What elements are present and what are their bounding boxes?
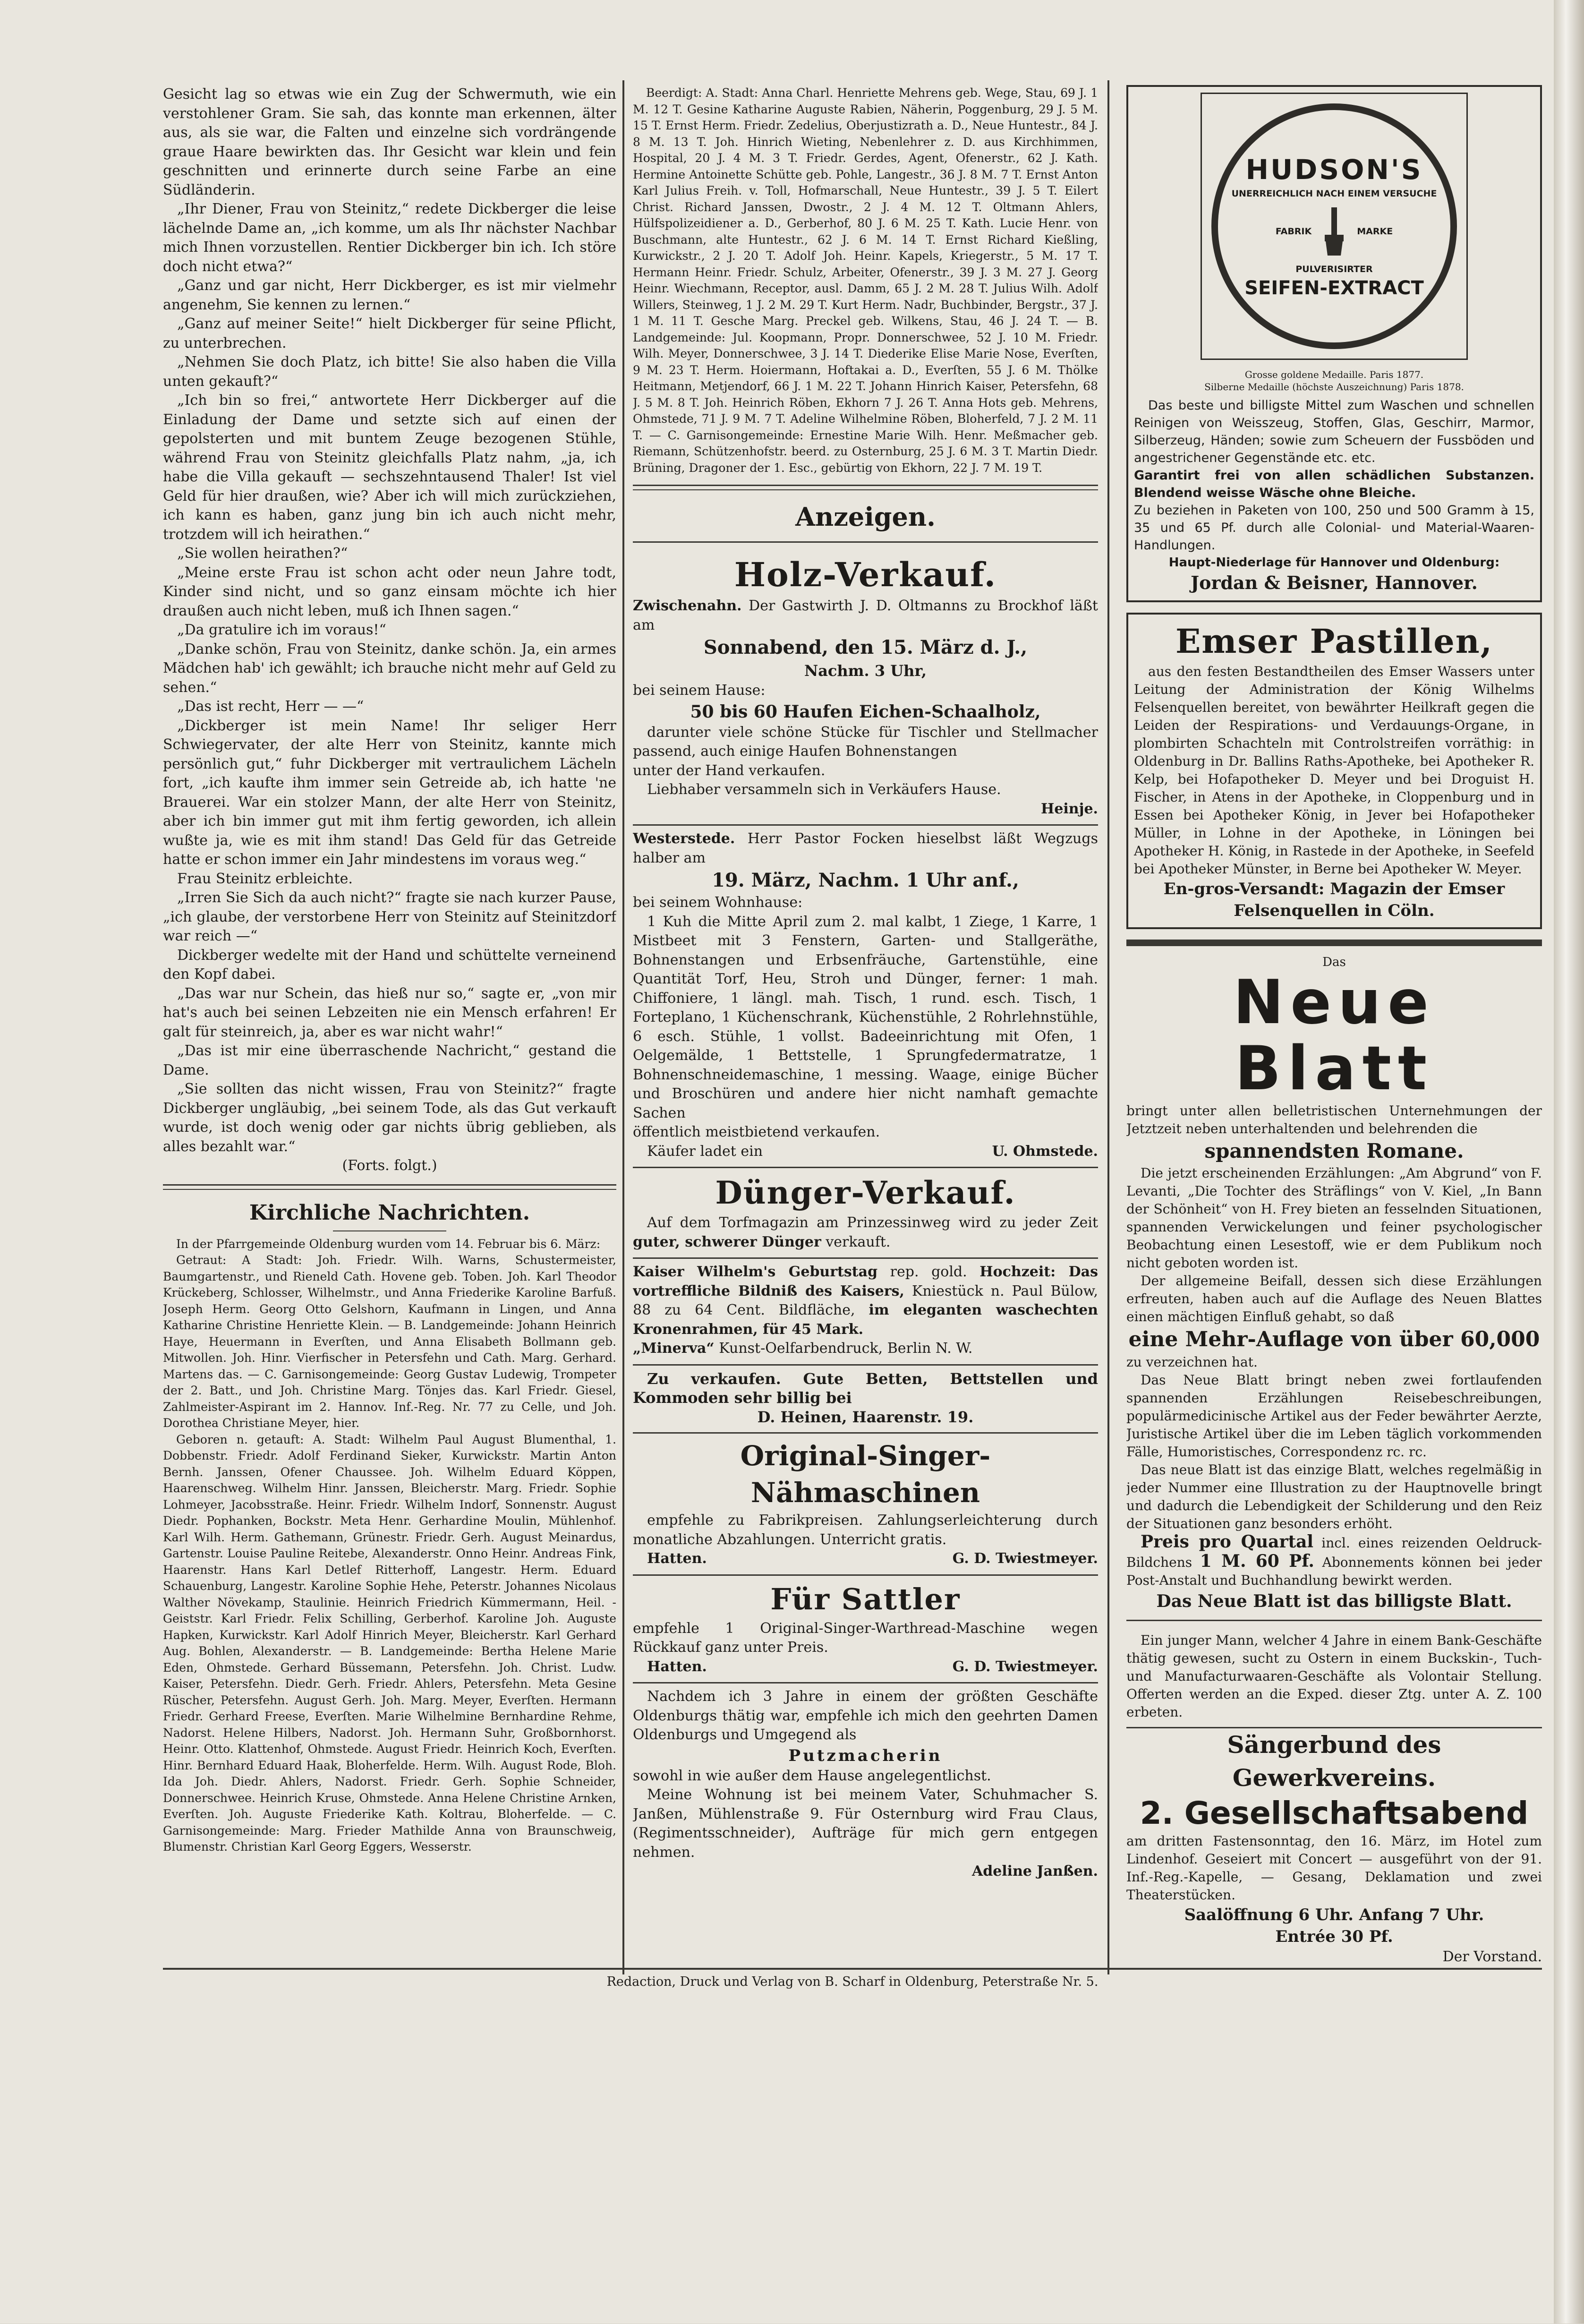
- ad-text: Kniestück n. Paul Bülow, 88 zu 64 Cent. Bildfläche,: [633, 1282, 1098, 1318]
- ad-text: rep. gold.: [890, 1264, 967, 1280]
- ad-singer-naehmaschinen: [633, 1434, 1098, 1576]
- ad-text: empfehle 1 Original-Singer-Warthread-Maschine wegen Rückkauf ganz unter Preis.: [633, 1620, 1098, 1656]
- ad-text: unter der Hand verkaufen.: [633, 762, 826, 779]
- ad-event: 2. Gesellschaftsabend: [1140, 1795, 1529, 1831]
- ad-text: am dritten Fastensonntag, den 16. März, im Hotel zum Lindenhof. Geseiert mit Concert — ausgeführt von der 91. Inf.-Reg.-Kapelle, — Gesang, Deklamation und zwei Theaterstücken.: [1126, 1833, 1542, 1903]
- ad-highlight: guter, schwerer Dünger: [633, 1233, 821, 1250]
- ad-highlight: im eleganten waschechten Kronenrahmen, für 45 Mark.: [633, 1302, 1098, 1338]
- ad-signature: U. Ohmstede.: [992, 1143, 1098, 1160]
- ad-text: zu verzeichnen hat.: [1126, 1354, 1258, 1370]
- ad-signature: G. D. Twiestmeyer.: [952, 1658, 1098, 1675]
- ad-title: Sängerbund des Gewerkvereins.: [1227, 1731, 1441, 1792]
- church-burials-text: Beerdigt: A. Stadt: Anna Charl. Henriette Mehrens geb. Wege, Stau, 69 J. 1 M. 12 T. Gesine Katharine Auguste Rabien, Näherin, Poggenburg, 29 J. 5 M. 15 T. Ernst Herm. Friedr. Zedelius, Oberjustizrath a. D., Neue Huntestr., 84 J. 8 M. 13 T. Joh. Hinrich Wieting, Nebenlehrer z. D. aus Kirchhimmen, Hospital, 20 J. 4 M. 3 T. Friedr. Gerdes, Agent, Ofenerstr., 62 J. Kath. Hermine Antoinette Schütte geb. Pohle, Langestr., 36 J. 8 M. 7 T. Ernst Anton Karl Julius Freih. v. Toll, Hofmarschall, Neue Huntestr., 39 J. 5 T. Eilert Christ. Richard Janssen, Dwostr., 2 J. 4 M. 12 T. Oltmann Ahlers, Hülfspolizeidiener a. D., Gerberhof, 80 J. 6 M. 25 T. Kath. Lucie Henr. von Buschmann, alte Huntestr., 62 J. 6 M. 14 T. Ernst Richard Kießling, Kurwickstr., 2 J. 20 T. Adolf Joh. Heinr. Kapels, Kriegerstr., 5 M. 17 T. Hermann Heinr. Friedr. Schulz, Arbeiter, Ofenerstr., 39 J. 3 M. 27 J. Georg Heinr. Wiechmann, Receptor, ausl. Damm, 65 J. 2 M. 28 T. Julius Wilh. Adolf Willers, Steinweg, 1 J. 2 M. 29 T. Kurt Herm. Nadr, Buchbinder, Bergstr., 37 J. 1 M. 11 T. Gesche Marg. Preckel geb. Wilkens, Stau, 46 J. 24 T. — B. Landgemeinde: Jul. Koopmann, Propr. Donnerschwee, 52 J. 10 M. Friedr. Wilh. Meyer, Donnerschwee, 3 J. 14 T. Diederike Elise Marie Nose, Everſten, 9 M. 23 T. Herm. Hoiermann, Hoftakai a. D., Everſten, 55 J. 6 M. Thölke Heitmann, Metjendorf, 66 J. 1 M. 22 T. Johann Hinrich Kaiser, Petersfehn, 68 J. 5 M. 8 T. Joh. Heinrich Röben, Ekhorn 7 J. 26 T. Anna Hots geb. Mehrens, Ohmstede, 71 J. 9 M. 7 T. Adeline Wilhelmine Röben, Bloherfeld, 7 J. 2 M. 11 T. — C. Garnisongemeinde: Ernestine Marie Wilh. Henr. Meßmacher geb. Riemann, Schützenhofstr. beerd. zu Osternburg, 25 J. 6 M. 3 T. Martin Diedr. Brüning, Dragoner der 1. Esc., gebürtig von Ekhorn, 22 J. 7 M. 19 T.: [633, 86, 1098, 475]
- hudson-marke-label: MARKE: [1357, 226, 1393, 237]
- story-paragraph: „Sie sollten das nicht wissen, Frau von Steinitz?“ fragte Dickberger ungläubig, „bei seinem Tode, als das Gut verkauft wurde, ist doch wenig oder gar nichts übrig geblieben, als alles bezahlt war.“: [163, 1081, 616, 1155]
- hudson-product-name: SEIFEN-EXTRACT: [1244, 277, 1424, 299]
- ad-items: 1 Kuh die Mitte April zum 2. mal kalbt, 1 Ziege, 1 Karre, 1 Mistbeet mit 3 Fenstern, Garten- und Stallgeräthe, Bohnenstangen und Erbsenfräuche, Gartenstühle, eine Quantität Torf, Heu, Stroh und Dünger, ferner: 1 mah. Chiffoniere, 1 längl. mah. Tisch, 1 rund. esch. Tisch, 1 Forteplano, 1 Küchenschrank, Küchenstühle, 2 Rohrlehnstühle, 6 esch. Stühle, 1 vollst. Badeeinrichtung mit Ofen, 1 Oelgemälde, 1 Bettstelle, 1 Sprungfedermatratze, 1 Bohnenschneidemaschine, 1 messing. Waage, einige Bücher und Broschüren und andere hier nicht namhaft gemachte Sachen: [633, 913, 1098, 1121]
- section-divider: [1126, 1620, 1542, 1621]
- story-paragraph: „Ihr Diener, Frau von Steinitz,“ redete Dickberger die leise lächelnde Dame an, „ich komme, um als Ihr nächster Nachbar mich Ihnen vorzustellen. Rentier Dickberger bin ich. Ich störe doch nicht etwa?“: [163, 201, 616, 275]
- church-intro: In der Pfarrgemeinde Oldenburg wurden vom 14. Februar bis 6. März:: [176, 1237, 601, 1251]
- ad-putzmacherin: [633, 1683, 1098, 1887]
- ad-text: Der Gastwirth J. D. Oltmanns zu Brockhof läßt am: [633, 598, 1098, 633]
- church-births: Geboren n. getauft: A. Stadt: Wilhelm Paul August Blumenthal, 1. Dobbenstr. Friedr. Adolf Ferdinand Sieker, Kurwickstr. Martin Anton Bernh. Janssen, Ofener Chaussee. Joh. Wilhelm Eduard Köppen, Haarenschweg. Wilhelm Hinr. Janssen, Bleicherstr. Marg. Friedr. Sophie Lohmeyer, Jacobsstraße. Heinr. Friedr. Wilhelm Indorf, Sonnenstr. August Diedr. Pophanken, Bockstr. Meta Henr. Gerhardine Moulin, Mühlenhof. Karl Wilh. Herm. Gathemann, Grünestr. Friedr. Gerh. August Meinardus, Gartenstr. Louise Pauline Reitebe, Alexanderstr. Onno Heinr. Andreas Fink, Haarenstr. Hans Karl Detlef Ritterhoff, Langestr. Herm. Eduard Schauenburg, Langestr. Karoline Sophie Hehe, Peterstr. Johannes Nicolaus Walther Növekamp, Staulinie. Heinrich Friedrich Kümmermann, Heil. - Geiststr. Karl Friedr. Felix Schilling, Gerberhof. Karoline Joh. Auguste Hapken, Kurwickstr. Karl Adolf Hinrich Meyer, Bleicherstr. Karl Gerhard Aug. Bohlen, Alexanderstr. — B. Landgemeinde: Bertha Helene Marie Eden, Ohmstede. Gerhard Büssemann, Petersfehn. Joh. Christ. Ludw. Kaiser, Petersfehn. Diedr. Gerh. Friedr. Ahlers, Petersfehn. Meta Gesine Rüscher, Petersfehn. August Gerh. Joh. Marg. Meyer, Everſten. Hermann Friedr. Gerhard Freese, Everſten. Marie Wilhelmine Bernhardine Rehme, Nadorst. Helene Hilbers, Nadorst. Joh. Hermann Suhr, Großbornhorst. Heinr. Otto. Klattenhof, Ohmstede. August Friedr. Heinrich Koch, Everſten. Hinr. Bernhard Eduard Haak, Bloherfelde. Herm. Wilh. August Rode, Bloh. Ida Joh. Diedr. Ahlers, Nadorst. Friedr. Gerh. Sophie Schneider, Donnerschwee. Heinrich Kruse, Ohmstede. Anna Helene Christine Arnken, Everſten. Joh. Auguste Friederike Kath. Koltrau, Bloherfelde. — C. Garnisongemeinde: Marg. Frieder Mathilde Anna von Braunschweig, Blumenstr. Christian Karl Georg Eggers, Wesserstr.: [163, 1432, 616, 1854]
- serial-story: [163, 85, 616, 1176]
- ad-text: öffentlich meistbietend verkaufen.: [633, 1124, 880, 1140]
- ad-place: Westerstede.: [633, 830, 735, 847]
- hudson-medal-left: Grosse goldene Medaille. Paris 1877.: [1244, 369, 1424, 380]
- ad-time: Nachm. 3 Uhr,: [804, 662, 927, 680]
- ad-text: Herr Pastor Focken hieselbst läßt Wegzugs halber am: [633, 830, 1098, 866]
- ad-text: Nachdem ich 3 Jahre in einem der größten Geschäfte Oldenburgs thätig war, empfehle ich mich den geehrten Damen Oldenburgs und Umgegend als: [633, 1688, 1098, 1743]
- ad-text: bringt unter allen belletristischen Unternehmungen der Jetztzeit neben unterhaltenden und belehrenden die: [1126, 1103, 1542, 1136]
- ad-text: Liebhaber versammeln sich in Verkäufers Hause.: [647, 781, 1001, 798]
- ad-signature: Der Vorstand.: [1442, 1948, 1542, 1965]
- ad-kicker: Das: [1322, 955, 1346, 969]
- page-edge: [1554, 0, 1584, 2324]
- ad-highlight: Kaiser Wilhelm's Geburtstag: [633, 1264, 878, 1280]
- ad-highlight: spannendsten Romane.: [1204, 1139, 1464, 1162]
- ad-text: Auf dem Torfmagazin am Prinzessinweg wird zu jeder Zeit: [647, 1214, 1098, 1231]
- ad-kaiser-bildniss: [633, 1259, 1098, 1366]
- ad-emser-pastillen: [1126, 613, 1542, 929]
- ad-slogan: Das Neue Blatt ist das billigste Blatt.: [1156, 1591, 1512, 1611]
- hudson-brand-name: HUDSON'S: [1245, 154, 1423, 186]
- story-paragraph: „Dickberger ist mein Name! Ihr seliger Herr Schwiegervater, der alte Herr von Steinitz, kannte mich persönlich gut,“ fuhr Dickberger mit vertraulichem Lächeln fort, „ich kaufte ihm immer sein Getreide ab, ich hatte 'ne Brauerei. War ein stolzer Mann, der alte Herr von Steinitz, aber ich bin immer gut mit ihm fertig geworden, ich allein wußte ja, wie es mit ihm stand! Das Geld für das Getreide hatte er schon immer ein Jahr mindestens im voraus weg.“: [163, 717, 616, 868]
- story-paragraph: Dickberger wedelte mit der Hand und schüttelte verneinend den Kopf dabei.: [163, 947, 616, 983]
- ad-date: Sonnabend, den 15. März d. J.,: [703, 636, 1028, 658]
- church-burials: [633, 85, 1098, 476]
- ad-text: Zu beziehen in Paketen von 100, 250 und 500 Gramm à 15, 35 und 65 Pf. durch alle Colonial- und Material-Waaren-Handlungen.: [1134, 503, 1534, 553]
- ad-text: verkauft.: [826, 1233, 891, 1250]
- story-paragraph: „Ganz auf meiner Seite!“ hielt Dickberger für seine Pflicht, zu unterbrechen.: [163, 316, 616, 351]
- church-news-title: Kirchliche Nachrichten.: [249, 1200, 530, 1225]
- ad-text: incl. eines reizenden Oeldruck-Bildchens: [1126, 1535, 1542, 1570]
- ad-text: Das neue Blatt ist das einzige Blatt, welches regelmäßig in jeder Nummer eine Illustration zu der Hauptnovelle bringt und dadurch die Lebendigkeit der Schilderung und den Reiz der Situationen ganz besonders erhöht.: [1126, 1462, 1542, 1531]
- ad-neue-blatt: [1126, 940, 1542, 1621]
- ad-signature: Heinje.: [1040, 800, 1098, 817]
- ad-sattler: [633, 1576, 1098, 1684]
- ad-duenger-verkauf: [633, 1168, 1098, 1259]
- ad-highlight: Hochzeit: Das vortreffliche Bildniß des Kaisers,: [633, 1264, 1098, 1299]
- ad-role: Putzmacherin: [788, 1746, 943, 1765]
- ad-text: Kunst-Oelfarbendruck, Berlin N. W.: [719, 1340, 973, 1357]
- ad-place: Zwischenahn.: [633, 598, 742, 614]
- story-paragraph: „Sie wollen heirathen?“: [177, 545, 348, 562]
- ad-highlight: Preis pro Quartal: [1141, 1532, 1314, 1552]
- ad-holz-verkauf: [633, 549, 1098, 826]
- ad-hudsons-seifen-extract: [1126, 85, 1542, 602]
- story-paragraph: „Das ist recht, Herr — —“: [177, 698, 364, 715]
- story-paragraph: „Nehmen Sie doch Platz, ich bitte! Sie also haben die Villa unten gekauft?“: [163, 354, 616, 390]
- ad-place: Hatten.: [647, 1658, 707, 1675]
- story-continued: (Forts. folgt.): [342, 1157, 437, 1174]
- story-paragraph: „Ganz und gar nicht, Herr Dickberger, es ist mir vielmehr angenehm, Sie kennen zu lernen.“: [163, 277, 616, 313]
- story-paragraph: „Das war nur Schein, das hieß nur so,“ sagte er, „von mir hat's auch bei seinen Lebzeiten nie ein Mensch erfahren! Er galt für steinreich, ja, aber es war nicht wahr!“: [163, 985, 616, 1040]
- ads-heading-rule: [633, 541, 1098, 543]
- title-underline: [333, 1230, 446, 1231]
- imprint: Redaction, Druck und Verlag von B. Scharf in Oldenburg, Peterstraße Nr. 5.: [606, 1974, 1099, 1989]
- hudson-fabrik-label: FABRIK: [1275, 226, 1312, 237]
- ad-text: Der allgemeine Beifall, dessen sich diese Erzählungen erfreuten, haben auch auf die Auflage des Neuen Blattes einen mächtigen Einfluß gehabt, so daß: [1126, 1273, 1542, 1324]
- ad-text: Das beste und billigste Mittel zum Waschen und schnellen Reinigen von Weisszeug, Stoffen, Glas, Geschirr, Marmor, Silberzeug, Händen; sowie zum Scheuern der Fussböden und angestrichener Gegenstände etc. etc.: [1134, 398, 1534, 465]
- ads-heading: Anzeigen.: [795, 502, 936, 532]
- ad-date: 19. März, Nachm. 1 Uhr anf.,: [712, 869, 1019, 891]
- ad-text: Käufer ladet ein: [647, 1143, 763, 1160]
- ad-title: Neue Blatt: [1233, 967, 1435, 1104]
- ad-bank-volontair: [1126, 1628, 1542, 1728]
- section-divider: [633, 485, 1098, 490]
- ad-westerstede-auction: [633, 826, 1098, 1168]
- ad-betten: [633, 1366, 1098, 1434]
- hudson-slogan: UNERREICHLICH NACH EINEM VERSUCHE: [1231, 188, 1437, 199]
- ad-firm: Jordan & Beisner, Hannover.: [1191, 572, 1478, 593]
- ad-signature: G. D. Twiestmeyer.: [952, 1550, 1098, 1567]
- brush-icon: [1320, 205, 1348, 257]
- story-paragraph: „Irren Sie Sich da auch nicht?“ fragte sie nach kurzer Pause, „ich glaube, der verstorbene Herr von Steinitz auf Steinitzdorf war reich —“: [163, 889, 616, 944]
- ad-offer: 50 bis 60 Haufen Eichen-Schaalholz,: [690, 701, 1041, 722]
- ad-text: sowohl in wie außer dem Hause angelegentlichst.: [633, 1767, 991, 1784]
- ad-text: bei seinem Wohnhause:: [633, 894, 803, 911]
- ad-entry: Entrée 30 Pf.: [1275, 1927, 1393, 1946]
- ad-title: Holz-Verkauf.: [734, 555, 997, 594]
- story-paragraph: „Ich bin so frei,“ antwortete Herr Dickberger auf die Einladung der Dame und setzte sich auf einen der gepolsterten und mit buntem Zeuge bezogenen Stühle, während Frau von Steinitz gleichfalls Platz nahm, „ja, ich habe die Villa gekauft — sechszehntausend Thaler! Ist viel Geld für hier draußen, wie? Aber ich will mich zurückziehen, ich kann es haben, ganz jung bin ich auch nicht mehr, trotzdem will ich heirathen.“: [163, 392, 616, 543]
- ad-text: Zu verkaufen. Gute Betten, Bettstellen und Kommoden sehr billig bei: [633, 1369, 1098, 1407]
- story-paragraph: „Danke schön, Frau von Steinitz, danke schön. Ja, ein armes Mädchen hab' ich gewählt; ich brauche nicht mehr auf Geld zu sehen.“: [163, 641, 616, 696]
- story-paragraph: „Da gratulire ich im voraus!“: [177, 622, 386, 638]
- story-paragraph: Frau Steinitz erbleichte.: [177, 870, 353, 887]
- ad-signature: Adeline Janßen.: [971, 1863, 1098, 1880]
- church-news: [163, 1198, 616, 1855]
- ad-title: Dünger-Verkauf.: [715, 1174, 1016, 1211]
- ad-text: aus den festen Bestandtheilen des Emser Wassers unter Leitung der Administration der König Wilhelms Felsenquellen bereitet, von bewährter Heilkraft gegen die Leiden der Respirations- und Verdauungs-Organe, in plombirten Schachteln mit Controlstreifen vorräthig: in Oldenburg in Dr. Ballins Raths-Apotheke, bei Apotheker R. Kelp, bei Hofapotheker D. Meyer und bei Droguist H. Fischer, in Atens in der Apotheke, in Cloppenburg und in Essen bei Apotheker König, in Jever bei Hofapotheker Müller, in Lohne in der Apotheke, in Löningen bei Apotheker H. König, in Rastede in der Apotheke, in Seefeld bei Apotheker Münster, in Berne bei Apotheker W. Meyer.: [1134, 664, 1534, 877]
- ad-saengerbund: [1126, 1728, 1542, 1967]
- hudson-pulver-label: PULVERISIRTER: [1295, 264, 1373, 274]
- ad-bar: [1126, 940, 1542, 946]
- section-divider: [163, 1184, 616, 1190]
- story-paragraph: Gesicht lag so etwas wie ein Zug der Schwermuth, wie ein verstohlener Gram. Sie sah, das konnte man erkennen, älter aus, als sie war, die Falten und einzelne sich vordrängende graue Haare bewirkten das. Ihr Gesicht war klein und fein geschnitten und erinnerte durch seine Farbe an eine Südländerin.: [163, 86, 616, 198]
- story-paragraph: „Das ist mir eine überraschende Nachricht,“ gestand die Dame.: [163, 1042, 616, 1078]
- ad-doors: Saalöffnung 6 Uhr. Anfang 7 Uhr.: [1184, 1905, 1484, 1924]
- ad-text: Ein junger Mann, welcher 4 Jahre in einem Bank-Geschäfte thätig gewesen, sucht zu Ostern in einem Buckskin-, Tuch- und Manufacturwaaren-Geschäfte als Volontair Stellung. Offerten werden an die Exped. dieser Ztg. unter A. Z. 100 erbeten.: [1126, 1632, 1542, 1720]
- footer-rule: [163, 1968, 1542, 1970]
- ad-title: Emser Pastillen,: [1175, 622, 1493, 661]
- ad-brand: „Minerva“: [633, 1340, 715, 1357]
- ad-text: Abonnements können bei jeder Post-Anstalt und Buchhandlung bewirkt werden.: [1126, 1555, 1542, 1588]
- column-divider: [622, 80, 624, 1974]
- ad-highlight: Garantirt frei von allen schädlichen Substanzen. Blendend weisse Wäsche ohne Bleiche.: [1134, 468, 1534, 500]
- column-divider: [1107, 80, 1109, 1974]
- ad-text: empfehle zu Fabrikpreisen. Zahlungserleichterung durch monatliche Abzahlungen. Unterricht gratis.: [633, 1512, 1098, 1548]
- ad-text: bei seinem Hause:: [633, 682, 766, 699]
- ad-title: Original-Singer-Nähmaschinen: [740, 1440, 991, 1509]
- ad-text: darunter viele schöne Stücke für Tischler und Stellmacher passend, auch einige Haufen Bohnenstangen: [633, 724, 1098, 760]
- church-marriages: Getraut: A Stadt: Joh. Friedr. Wilh. Warns, Schustermeister, Baumgartenstr., und Rieneld Cath. Hovene geb. Toben. Joh. Karl Theodor Krückeberg, Schlosser, Wilhelmstr., und Anna Friederike Karoline Barfuß. Joseph Herm. Georg Otto Gelshorn, Kaufmann in Lingen, und Anna Katharine Christine Henriette Klein. — B. Landgemeinde: Johann Heinrich Haye, Heuermann in Everſten, und Anna Elisabeth Bollmann geb. Mitwollen. Joh. Hinr. Vierfischer in Petersfehn und Cath. Marg. Gerhard. Martens das. — C. Garnisongemeinde: Georg Gustav Ludewig, Trompeter der 2. Batt., und Joh. Christine Marg. Tönjes das. Karl Friedr. Giesel, Zahlmeister-Aspirant im 2. Hannov. Inf.-Reg. Nr. 77 zu Celle, und Joh. Dorothea Christiane Meyer, hier.: [163, 1253, 616, 1430]
- ad-highlight: eine Mehr-Auflage von über 60,000: [1128, 1327, 1540, 1351]
- ad-signature: D. Heinen, Haarenstr. 19.: [757, 1408, 974, 1426]
- hudsons-logo: [1201, 93, 1468, 360]
- ad-text: Meine Wohnung ist bei meinem Vater, Schuhmacher S. Janßen, Mühlenstraße 9. Für Osternburg wird Frau Claus, (Regimentsschneider), Aufträge für mich gern entgegen nehmen.: [633, 1786, 1098, 1861]
- hudson-medal-right: Silberne Medaille (höchste Auszeichnung) Paris 1878.: [1204, 381, 1464, 393]
- ad-place: Hatten.: [647, 1550, 707, 1567]
- ad-text: Die jetzt erscheinenden Erzählungen: „Am Abgrund“ von F. Levanti, „Die Tochter des Sträflings“ von V. Kiel, „In Bann der Schönheit“ von H. Frey bieten an fesselnden Situationen, spannenden Verwickelungen und feiner psychologischer Beobachtung einen Lesestoff, wie er dem Publikum noch nicht geboten worden ist.: [1126, 1165, 1542, 1271]
- ad-title: Für Sattler: [770, 1581, 961, 1616]
- ad-highlight: En-gros-Versandt: Magazin der Emser Felsenquellen in Cöln.: [1163, 880, 1505, 920]
- ad-text: Das Neue Blatt bringt neben zwei fortlaufenden spannenden Erzählungen Reisebeschreibungen, populärmedicinische Artikel aus der Feder bewährter Aerzte, Juristische Artikel über die im Leben täglich vorkommenden Fälle, Humoristisches, Correspondenz rc. rc.: [1126, 1372, 1542, 1460]
- ad-price: 1 M. 60 Pf.: [1200, 1551, 1314, 1571]
- ad-depot: Haupt-Niederlage für Hannover und Oldenburg:: [1168, 555, 1500, 570]
- story-paragraph: „Meine erste Frau ist schon acht oder neun Jahre todt, Kinder sind nicht, und so ganz einsam möchte ich hier draußen auch nicht leben, muß ich Ihnen sagen.“: [163, 564, 616, 619]
